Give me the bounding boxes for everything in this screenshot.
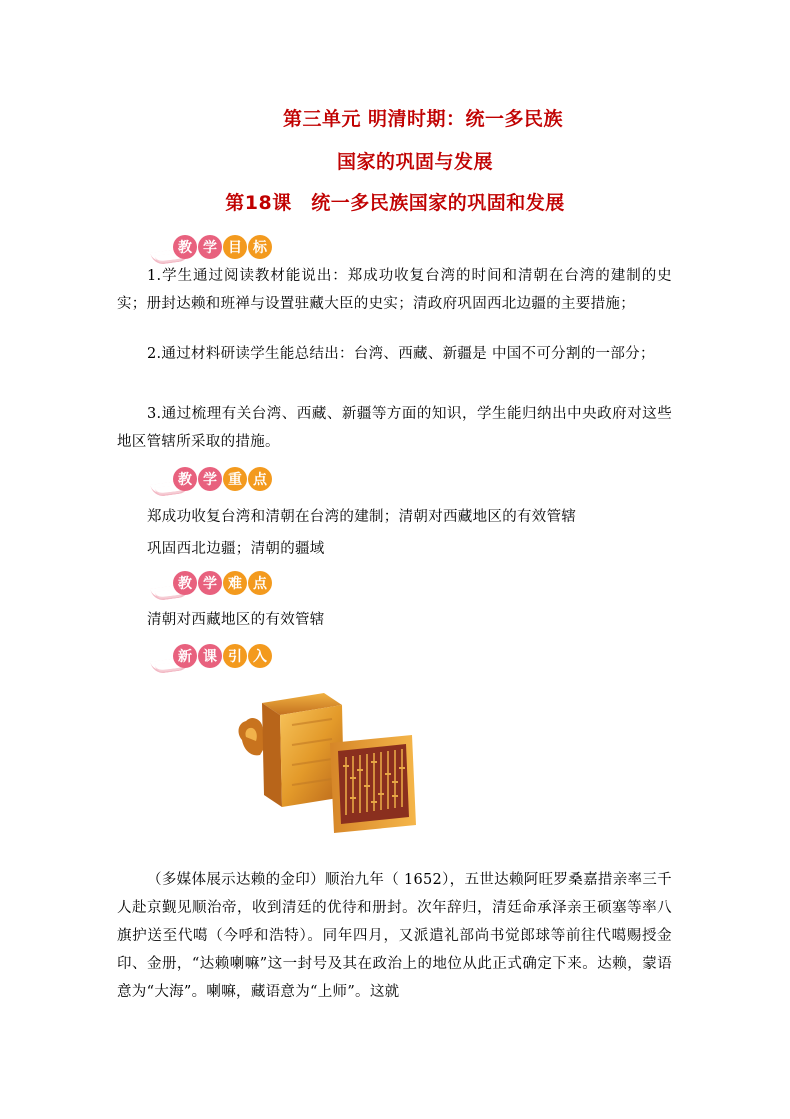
- key-point-line: 郑成功收复台湾和清朝在台湾的建制；清朝对西藏地区的有效管辖: [147, 509, 577, 525]
- heading-char: 教: [173, 467, 197, 491]
- unit-title-line2: 国家的巩固与发展: [336, 151, 493, 173]
- heading-char: 目: [223, 235, 247, 259]
- heading-char: 学: [198, 467, 222, 491]
- key-points-heading: [155, 466, 265, 494]
- objective-item-1: 1.学生通过阅读教材能说出：郑成功收复台湾的时间和清朝在台湾的建制的史实；册封达赖和班禅与设置驻藏大臣的史实；清政府巩固西北边疆的主要措施；: [117, 268, 672, 312]
- heading-char: 课: [198, 644, 222, 668]
- golden-seal-image: [232, 685, 418, 835]
- heading-char: 标: [248, 235, 272, 259]
- heading-char: 点: [248, 571, 272, 595]
- heading-char: 引: [223, 644, 247, 668]
- intro-paragraph: （多媒体展示达赖的金印）顺治九年（ 1652），五世达赖阿旺罗桑嘉措亲率三千人赴京觐见顺治帝，收到清廷的优待和册封。次年辞归，清廷命承泽亲王硕塞等率八旗护送至代噶（今呼和浩特）。同年四月，又派遣礼部尚书觉郎球等前往代噶赐授金印、金册，“达赖喇嘛”这一封号及其在政治上的地位从此正式确定下来。达赖，蒙语意为“大海”。喇嘛，藏语意为“上师”。这就: [117, 872, 672, 1000]
- heading-char: 教: [173, 571, 197, 595]
- heading-char: 入: [248, 644, 272, 668]
- difficulty-line: 清朝对西藏地区的有效管辖: [147, 612, 325, 628]
- lesson-title: 第18课 统一多民族国家的巩固和发展: [225, 192, 565, 214]
- heading-char: 重: [223, 467, 247, 491]
- heading-char: 新: [173, 644, 197, 668]
- unit-title: 第三单元 明清时期：统一多民族: [282, 108, 564, 130]
- difficulties-heading: [155, 570, 265, 598]
- key-point-line: 巩固西北边疆；清朝的疆域: [147, 541, 325, 557]
- heading-char: 难: [223, 571, 247, 595]
- heading-char: 教: [173, 235, 197, 259]
- golden-seal-icon: [232, 685, 418, 835]
- heading-char: 点: [248, 467, 272, 491]
- heading-char: 学: [198, 571, 222, 595]
- objectives-heading: [155, 234, 265, 262]
- objective-item-2: 2.通过材料研读学生能总结出：台湾、西藏、新疆是 中国不可分割的一部分；: [147, 346, 655, 362]
- intro-heading: [155, 643, 265, 671]
- heading-char: 学: [198, 235, 222, 259]
- objective-item-3: 3.通过梳理有关台湾、西藏、新疆等方面的知识，学生能归纳出中央政府对这些地区管辖所采取的措施。: [117, 406, 672, 450]
